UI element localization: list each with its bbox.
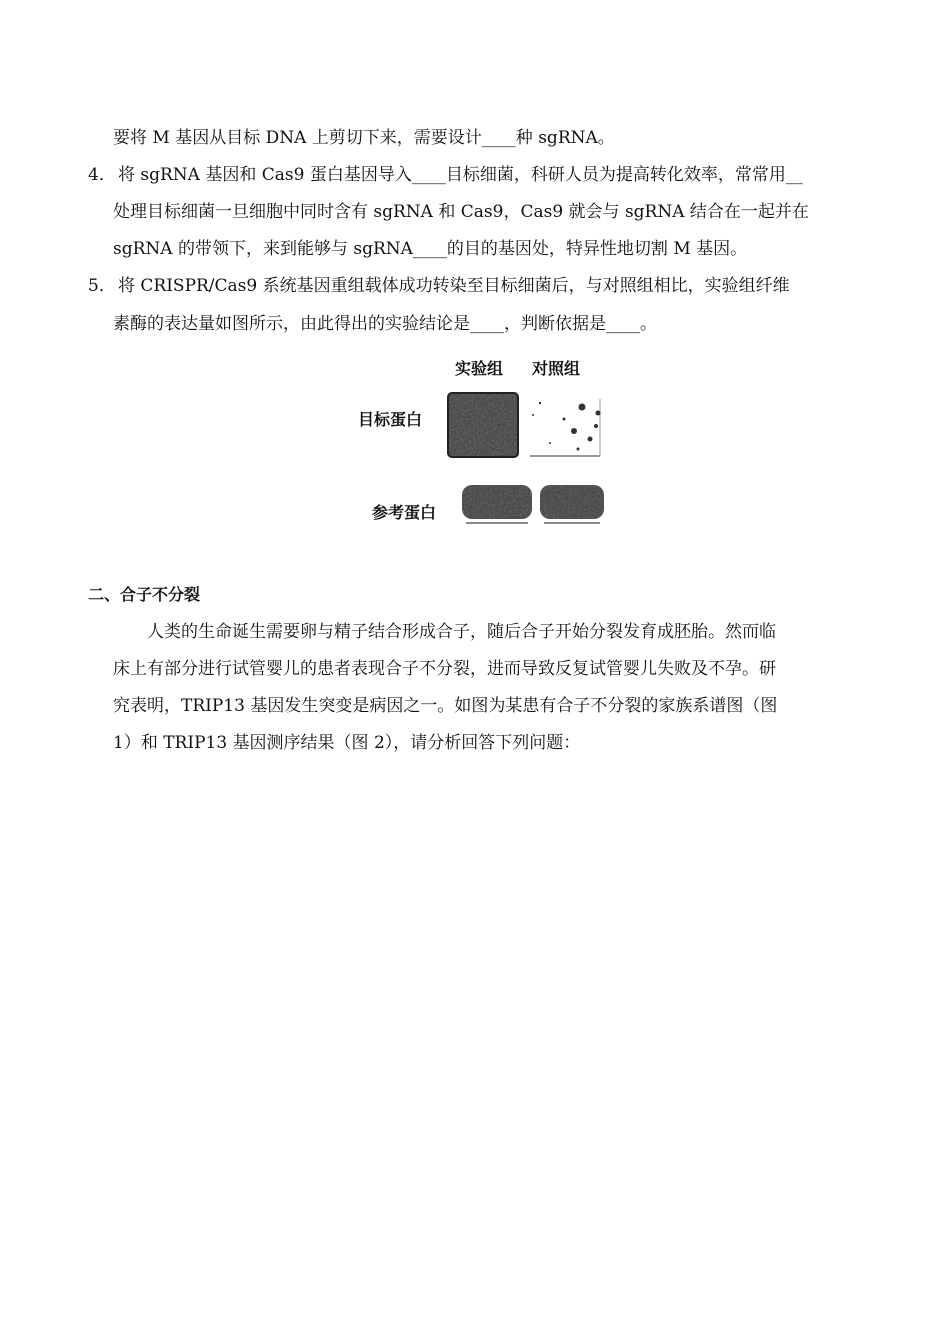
col-control-label: 对照组	[532, 359, 581, 378]
row-target-label: 目标蛋白	[358, 410, 423, 429]
question-4-line-1: 将 sgRNA 基因和 Cas9 蛋白基因导入____目标细菌，科研人员为提高转化效率，常常用__	[118, 165, 803, 185]
western-blot-figure	[350, 355, 620, 540]
section-2-line-4: 1）和 TRIP13 基因测序结果（图 2），请分析回答下列问题：	[113, 733, 581, 753]
section-2-heading: 二、合子不分裂	[88, 585, 201, 604]
section-2-line-1: 人类的生命诞生需要卵与精子结合形成合子，随后合子开始分裂发育成胚胎。然而临	[147, 622, 776, 642]
question-5-line-1: 将 CRISPR/Cas9 系统基因重组载体成功转染至目标细菌后，与对照组相比，实验组纤维	[118, 276, 790, 296]
section-2-line-2: 床上有部分进行试管婴儿的患者表现合子不分裂，进而导致反复试管婴儿失败及不孕。研	[113, 659, 776, 679]
row-reference-label: 参考蛋白	[372, 503, 437, 522]
question-5-line-2: 素酶的表达量如图所示，由此得出的实验结论是____，判断依据是____。	[113, 314, 657, 334]
q3-continuation: 要将 M 基因从目标 DNA 上剪切下来，需要设计____种 sgRNA。	[113, 128, 615, 148]
question-4-line-3: sgRNA 的带领下，来到能够与 sgRNA____的目的基因处，特异性地切割 M 基因。	[113, 239, 748, 259]
question-5-number: 5．	[88, 276, 116, 296]
target-band-control	[530, 399, 601, 456]
blot-image	[350, 355, 620, 540]
question-4-line-2: 处理目标细菌一旦细胞中同时含有 sgRNA 和 Cas9，Cas9 就会与 sgRNA 结合在一起并在	[113, 202, 809, 222]
section-2-line-3: 究表明，TRIP13 基因发生突变是病因之一。如图为某患有合子不分裂的家族系谱图（图	[113, 696, 778, 716]
col-experimental-label: 实验组	[455, 359, 504, 378]
question-4-number: 4．	[88, 165, 116, 185]
